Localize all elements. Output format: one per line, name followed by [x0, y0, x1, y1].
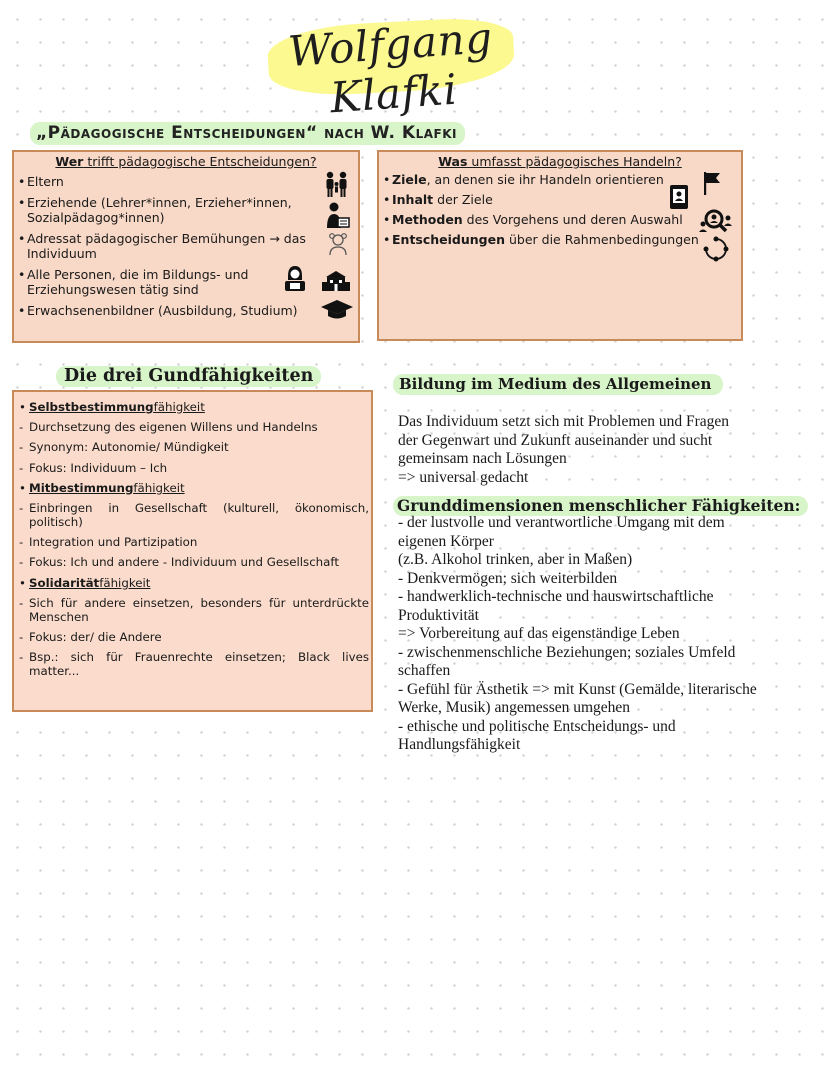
- bildung-heading: Bildung im Medium des Allgemeinen: [393, 374, 723, 395]
- text-line: - der lustvolle und verantwortliche Umgang mit dem: [398, 514, 725, 531]
- list-item: [17, 481, 369, 495]
- text-line: Das Individuum setzt sich mit Problemen und Fragen: [398, 413, 730, 430]
- abilities-heading: Die drei Gundfähigkeiten: [56, 366, 321, 387]
- abilities-box: [12, 390, 373, 712]
- list-item: - Durchsetzung des eigenen Willens und Handelns: [17, 420, 369, 434]
- page-title: Wolfgang Klafki: [286, 12, 494, 123]
- list-item: [381, 192, 701, 207]
- teacher-icon: [322, 200, 352, 230]
- text-line: schaffen: [398, 662, 451, 679]
- item-text: fähigkeit: [133, 480, 185, 495]
- list-item: [381, 232, 701, 247]
- list-item: • Adressat pädagogischer Bemühungen → das Individuum: [16, 231, 316, 261]
- text-line: Produktivität: [398, 606, 479, 624]
- who-decides-box: [12, 150, 360, 343]
- text-line: Handlungsfähigkeit: [398, 736, 521, 753]
- item-text: des Vorgehens und deren Auswahl: [462, 212, 683, 227]
- list-item: [381, 172, 701, 187]
- list-item: - Fokus: Ich und andere - Individuum und Gesellschaft: [17, 555, 369, 569]
- list-item: • Erwachsenenbildner (Ausbildung, Studium): [16, 303, 316, 318]
- family-icon: [322, 170, 352, 198]
- id-card-icon: [667, 184, 691, 210]
- flag-icon: [701, 170, 723, 196]
- text-line: - Denkvermögen; sich weiterbilden: [398, 569, 618, 587]
- item-bold: Solidarität: [29, 575, 100, 590]
- who-decides-heading: [14, 154, 358, 169]
- who-heading-bold: Wer: [55, 154, 84, 169]
- item-bold: Ziele: [392, 172, 427, 187]
- item-bold: Inhalt: [392, 192, 434, 207]
- bildung-paragraph: [398, 413, 798, 487]
- grunddimensionen-heading: Grunddimensionen menschlicher Fähigkeiten:: [393, 496, 808, 516]
- item-bold: Methoden: [392, 212, 463, 227]
- text-line: eigenen Körper: [398, 532, 494, 550]
- text-line: (z.B. Alkohol trinken, aber in Maßen): [398, 551, 633, 568]
- section-heading: „Pädagogische Entscheidungen“ nach W. Klafki: [30, 122, 465, 145]
- item-text: , an denen sie ihr Handeln orientieren: [426, 172, 664, 187]
- what-list: [381, 172, 701, 252]
- what-heading-rest: umfasst pädagogisches Handeln?: [467, 154, 682, 169]
- list-item: [381, 212, 701, 227]
- what-includes-box: [377, 150, 743, 341]
- text-line: - ethische und politische Entscheidungs- und: [398, 717, 676, 735]
- list-item: - Bsp.: sich für Frauenrechte einsetzen; Black lives matter...: [17, 650, 369, 678]
- text-line: - Gefühl für Ästhetik => mit Kunst (Gemälde, literarische: [398, 680, 757, 698]
- item-text: fähigkeit: [99, 575, 151, 590]
- item-bold: Mitbestimmung: [29, 480, 134, 495]
- list-item: - Synonym: Autonomie/ Mündigkeit: [17, 440, 369, 454]
- text-line: - zwischenmenschliche Beziehungen; soziales Umfeld: [398, 643, 736, 661]
- list-item: • Alle Personen, die im Bildungs- und Erziehungswesen tätig sind: [16, 267, 316, 297]
- who-heading-rest: trifft pädagogische Entscheidungen?: [83, 154, 317, 169]
- who-list: [16, 174, 316, 324]
- item-text: über die Rahmenbedingungen: [505, 232, 699, 247]
- text-line: der Gegenwart und Zukunft auseinander und sucht: [398, 431, 713, 449]
- student-laptop-icon: [282, 264, 308, 292]
- cycle-icon: [703, 236, 729, 262]
- item-bold: Selbstbestimmung: [29, 400, 154, 414]
- what-heading-bold: Was: [438, 154, 468, 169]
- list-item: - Einbringen in Gesellschaft (kulturell, ökonomisch, politisch): [17, 501, 369, 529]
- group-search-icon: [699, 208, 733, 236]
- list-item: [17, 400, 369, 414]
- list-item: • Erziehende (Lehrer*innen, Erzieher*innen, Sozialpädagog*innen): [16, 195, 316, 225]
- graduation-cap-icon: [320, 298, 354, 320]
- abilities-list: [17, 400, 369, 684]
- list-item: [17, 576, 369, 590]
- text-line: - handwerklich-technische und hauswirtschaftliche: [398, 588, 714, 605]
- list-item: - Sich für andere einsetzen, besonders für unterdrückte Menschen: [17, 596, 369, 624]
- text-line: gemeinsam nach Lösungen: [398, 450, 567, 467]
- text-line: => universal gedacht: [398, 468, 529, 486]
- school-icon: [322, 270, 350, 292]
- item-bold: Entscheidungen: [392, 232, 505, 247]
- what-includes-heading: [379, 154, 741, 169]
- text-line: => Vorbereitung auf das eigenständige Leben: [398, 625, 680, 642]
- list-item: • Eltern: [16, 174, 316, 189]
- grunddimensionen-text: [398, 514, 818, 755]
- item-text: fähigkeit: [153, 400, 205, 414]
- item-text: der Ziele: [433, 192, 493, 207]
- list-item: - Fokus: Individuum – Ich: [17, 461, 369, 475]
- list-item: - Integration und Partizipation: [17, 535, 369, 549]
- child-icon: [326, 232, 350, 256]
- text-line: Werke, Musik) angemessen umgehen: [398, 699, 631, 716]
- list-item: - Fokus: der/ die Andere: [17, 630, 369, 644]
